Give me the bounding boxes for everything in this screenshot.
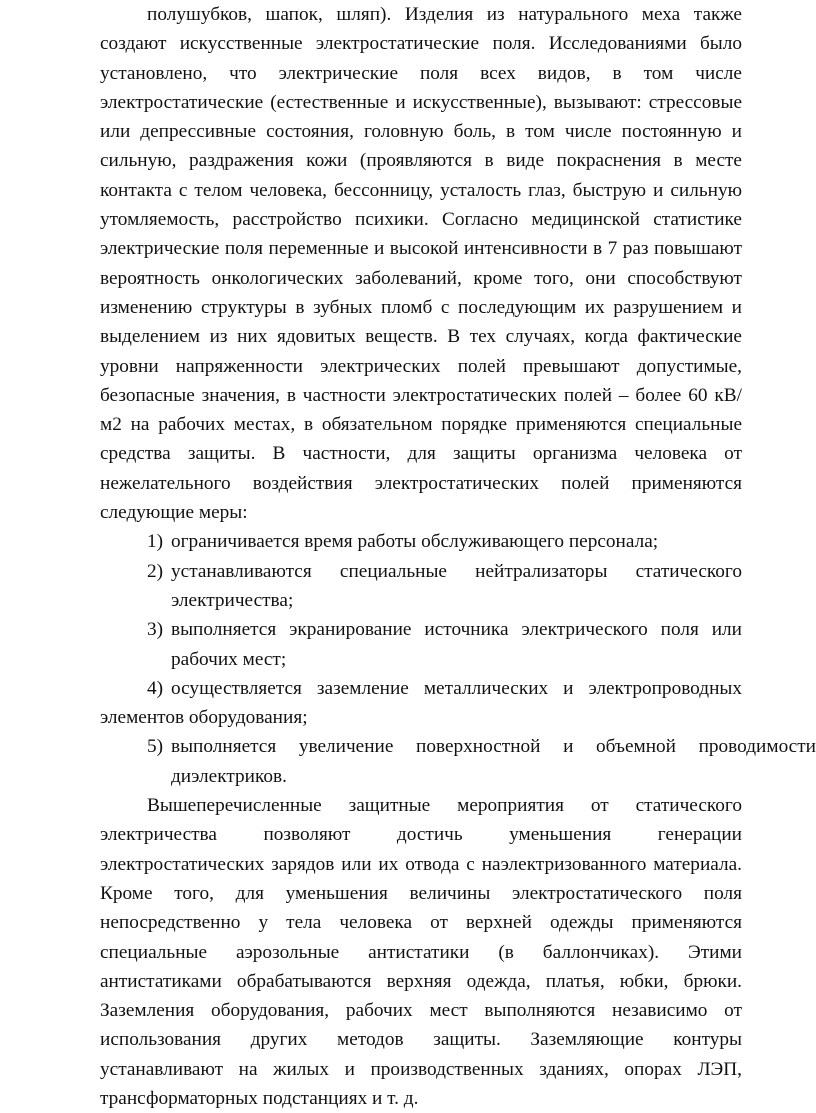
list-item-text: осуществляется заземление металлических и электропроводных элементов оборудования; <box>100 677 742 729</box>
list-item-number: 4) <box>147 677 164 699</box>
list-item <box>100 615 742 674</box>
document-page <box>100 0 816 1113</box>
list-item <box>100 557 742 616</box>
list-item-number: 5) <box>147 736 164 758</box>
list-item-number: 3) <box>147 619 164 641</box>
list-item <box>100 674 742 733</box>
paragraph-protection-methods: Вышеперечисленные защитные мероприятия от статического электричества позволяют достичь уменьшения генерации электростатических зарядов или их отвода с наэлектризованного материала. Кроме того, для уменьшения величины электростатического поля непосредственно у тела человека от верхней одежды применяются специальные аэрозольные антистатики (в баллончиках). Этими антистатиками обрабатываются верхняя одежда, платья, юбки, брюки. Заземления оборудования, рабочих мест выполняются независимо от использования других методов защиты. Заземляющие контуры устанавливают на жилых и производственных зданиях, опорах ЛЭП, трансформаторных подстанциях и т. д. <box>100 795 742 1109</box>
list-item-text: выполняется увеличение поверхностной и объемной проводимости диэлектриков. <box>171 736 816 787</box>
list-item-text: ограничивается время работы обслуживающего персонала; <box>171 531 659 553</box>
list-item-text: устанавливаются специальные нейтрализаторы статического электричества; <box>171 560 742 611</box>
paragraph-health-effects: полушубков, шапок, шляп). Изделия из натурального меха также создают искусственные электростатические поля. Исследованиями было установлено, что электрические поля всех видов, в том числе электростатические (естественные и искусственные), вызывают: стрессовые или депрессивные состояния, головную боль, в том числе постоянную и сильную, раздражения кожи (проявляются в виде покраснения в месте контакта с телом человека, бессонницу, усталость глаз, быструю и сильную утомляемость, расстройство психики. Согласно медицинской статистике электрические поля переменные и высокой интенсивности в 7 раз повышают вероятность онкологических заболеваний, кроме того, они способствуют изменению структуры в зубных пломб с последующим их разрушением и выделением из них ядовитых веществ. В тех случаях, когда фактические уровни напряженности электрических полей превышают допустимые, безопасные значения, в частности электростатических полей – более 60 кВ/м2 на рабочих местах, в обязательном порядке применяются специальные средства защиты. В частности, для защиты организма человека от нежелательного воздействия электростатических полей применяются следующие меры: <box>100 4 742 524</box>
list-item-number: 1) <box>147 531 164 553</box>
list-item <box>100 732 816 791</box>
list-item-text: выполняется экранирование источника электрического поля или рабочих мест; <box>171 619 742 670</box>
protective-measures-list <box>100 527 816 791</box>
list-item-number: 2) <box>147 560 164 582</box>
list-item <box>100 527 742 556</box>
